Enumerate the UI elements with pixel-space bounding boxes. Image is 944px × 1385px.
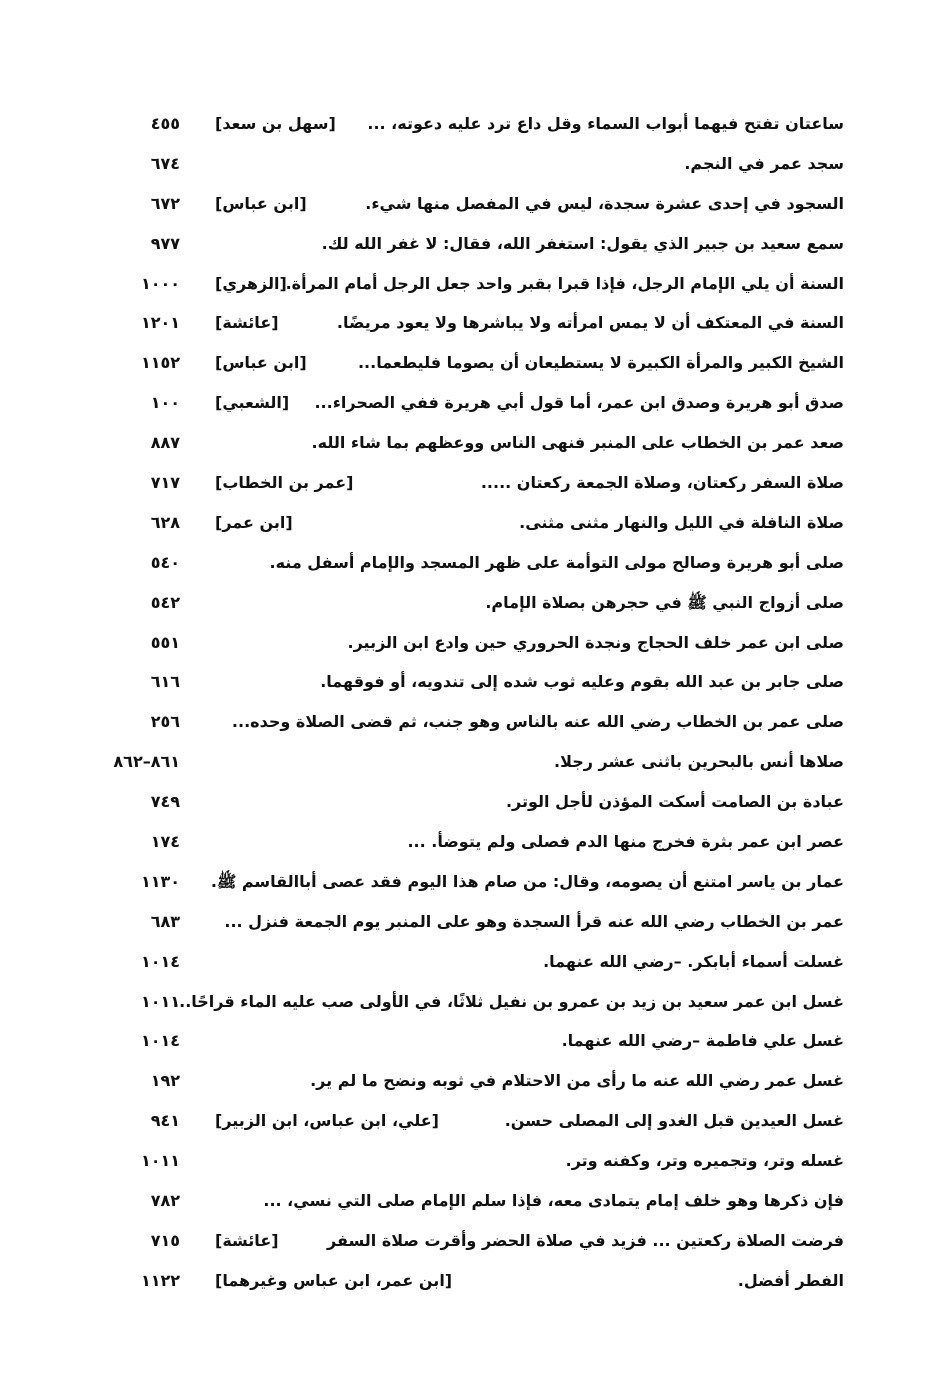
entry-text: عبادة بن الصامت أسكت المؤذن لأجل الوتر. <box>505 792 844 812</box>
index-entry <box>0 389 944 429</box>
index-entry <box>0 1187 944 1227</box>
entry-source: [علي، ابن عباس، ابن الزبير] <box>215 1111 439 1131</box>
entry-page-number: ٦٧٤ <box>150 153 180 173</box>
entry-page-number: ٧١٥ <box>150 1230 180 1250</box>
entry-text: صعد عمر بن الخطاب على المنبر فنهى الناس ووعظهم بما شاء الله. <box>311 433 844 453</box>
entry-source: [ابن عباس] <box>215 353 307 373</box>
entry-page-number: ١٠١١ <box>140 991 180 1011</box>
entry-text: غسل عمر رضي الله عنه ما رأى من الاحتلام في ثوبه ونضح ما لم ير. <box>310 1071 844 1091</box>
entry-text: عصر ابن عمر بثرة فخرج منها الدم فصلى ولم يتوضأ. ... <box>407 832 844 852</box>
entry-page-number: ٦١٦ <box>150 672 180 692</box>
entry-text: غسل علي فاطمة –رضي الله عنهما. <box>561 1031 844 1051</box>
index-entry <box>0 1027 944 1067</box>
entry-text: صلى ابن عمر خلف الحجاج ونجدة الحروري حين وادع ابن الزبير. <box>347 632 844 652</box>
index-entry <box>0 1227 944 1267</box>
entry-source: [عائشة] <box>215 1230 279 1250</box>
entry-source: [الزهري] <box>215 273 287 293</box>
entry-page-number: ٨٨٧ <box>150 433 180 453</box>
entry-page-number: ٨٦١–٨٦٢ <box>113 752 180 772</box>
entry-page-number: ٦٨٣ <box>150 911 180 931</box>
entry-text: غسل العيدين قبل الغدو إلى المصلى حسن. <box>504 1111 844 1131</box>
index-entry <box>0 190 944 230</box>
entry-text: الفطر أفضل. <box>737 1270 844 1290</box>
entry-text: فرضت الصلاة ركعتين ... فزيد في صلاة الحضر وأقرت صلاة السفر <box>327 1230 844 1250</box>
index-entry <box>0 668 944 708</box>
entry-text: السجود في إحدى عشرة سجدة، ليس في المفصل منها شيء. <box>365 193 844 213</box>
index-entry <box>0 708 944 748</box>
entry-source: [الشعبي] <box>215 393 290 413</box>
index-entry <box>0 509 944 549</box>
entry-page-number: ٦٢٨ <box>150 512 180 532</box>
entry-text: صلاة السفر ركعتان، وصلاة الجمعة ركعتان ..... <box>480 473 844 493</box>
entry-text: فإن ذكرها وهو خلف إمام يتمادى معه، فإذا سلم الإمام صلى التي نسي، ... <box>263 1191 844 1211</box>
entry-page-number: ١٠١٤ <box>140 1031 180 1051</box>
entry-text: السنة في المعتكف أن لا يمس امرأته ولا يباشرها ولا يعود مريضًا. <box>336 313 844 333</box>
index-entry <box>0 1067 944 1107</box>
entry-page-number: ٧٤٩ <box>150 792 180 812</box>
entry-text: صلى عمر بن الخطاب رضي الله عنه بالناس وهو جنب، ثم قضى الصلاة وحده... <box>231 712 844 732</box>
index-list <box>0 110 944 1307</box>
entry-page-number: ١١٣٠ <box>140 871 180 891</box>
entry-source: [ابن عباس] <box>215 193 307 213</box>
entry-text: غسله وتر، وتجميره وتر، وكفنه وتر. <box>565 1151 844 1171</box>
entry-source: [سهل بن سعد] <box>215 114 336 133</box>
entry-text: صلى جابر بن عبد الله بقوم وعليه ثوب شده إلى تندويه، أو فوقهما. <box>320 672 844 692</box>
index-entry <box>0 349 944 389</box>
entry-page-number: ٧٨٢ <box>150 1191 180 1211</box>
index-entry <box>0 908 944 948</box>
entry-text: عمر بن الخطاب رضي الله عنه قرأ السجدة وهو على المنبر يوم الجمعة فنزل ... <box>224 911 844 931</box>
entry-page-number: ١٠٠٠ <box>140 273 180 293</box>
index-entry <box>0 748 944 788</box>
index-entry <box>0 549 944 589</box>
entry-page-number: ١١٥٢ <box>140 353 180 373</box>
entry-text: صلى أزواج النبي ﷺ في حجرهن بصلاة الإمام. <box>485 592 844 612</box>
index-entry <box>0 589 944 629</box>
entry-page-number: ١٢٠١ <box>140 313 180 333</box>
entry-source: [ابن عمر] <box>215 512 293 532</box>
entry-text: سمع سعيد بن جبير الذي يقول: استغفر الله، فقال: لا غفر الله لك. <box>321 233 844 253</box>
index-entry <box>0 828 944 868</box>
entry-page-number: ١٠١٤ <box>140 951 180 971</box>
entry-text: صلى أبو هريرة وصالح مولى التوأمة على ظهر المسجد والإمام أسفل منه. <box>269 552 844 572</box>
entry-source: [عمر بن الخطاب] <box>215 473 354 493</box>
entry-text: عمار بن ياسر امتنع أن يصومه، وقال: من صام هذا اليوم فقد عصى أباالقاسم ﷺ. <box>210 871 844 891</box>
entry-page-number: ٢٥٦ <box>150 712 180 732</box>
entry-text: غسل ابن عمر سعيد بن زيد بن عمرو بن نفيل ثلاثًا، في الأولى صب عليه الماء قراحًا... <box>173 991 844 1011</box>
entry-text: ساعتان تفتح فيهما أبواب السماء وقل داع ترد عليه دعوته، ... <box>367 114 844 133</box>
index-entry <box>0 1147 944 1187</box>
index-entry <box>0 948 944 988</box>
index-entry <box>0 230 944 270</box>
entry-text: غسلت أسماء أبابكر. –رضي الله عنهما. <box>543 951 844 971</box>
entry-text: صدق أبو هريرة وصدق ابن عمر، أما قول أبي هريرة ففي الصحراء... <box>314 393 844 413</box>
entry-text: صلاها أنس بالبحرين باثنى عشر رجلا. <box>554 752 844 772</box>
index-entry <box>0 270 944 310</box>
entry-page-number: ١٩٢ <box>150 1071 180 1091</box>
entry-page-number: ٥٤٠ <box>150 552 180 572</box>
entry-page-number: ٥٥١ <box>150 632 180 652</box>
index-entry <box>0 788 944 828</box>
index-entry <box>0 1267 944 1307</box>
entry-page-number: ٥٤٢ <box>150 592 180 612</box>
index-entry <box>0 1107 944 1147</box>
entry-text: صلاة النافلة في الليل والنهار مثنى مثنى. <box>519 512 844 532</box>
entry-page-number: ٦٧٢ <box>150 193 180 213</box>
entry-page-number: ٧١٧ <box>150 473 180 493</box>
entry-page-number: ١١٢٢ <box>140 1270 180 1290</box>
index-entry <box>0 110 944 150</box>
entry-page-number: ١٠٠ <box>150 393 180 413</box>
entry-text: الشيخ الكبير والمرأة الكبيرة لا يستطيعان أن يصوما فليطعما... <box>357 353 844 373</box>
index-entry <box>0 429 944 469</box>
index-entry <box>0 988 944 1028</box>
entry-text: سجد عمر في النجم. <box>684 153 844 173</box>
index-entry <box>0 309 944 349</box>
index-entry <box>0 150 944 190</box>
entry-page-number: ٤٥٥ <box>150 114 180 133</box>
entry-page-number: ٩٤١ <box>150 1111 180 1131</box>
entry-source: [عائشة] <box>215 313 279 333</box>
entry-page-number: ٩٧٧ <box>150 233 180 253</box>
entry-page-number: ١٠١١ <box>140 1151 180 1171</box>
entry-source: [ابن عمر، ابن عباس وغيرهما] <box>215 1270 453 1290</box>
entry-page-number: ١٧٤ <box>150 832 180 852</box>
entry-text: السنة أن يلي الإمام الرجل، فإذا قبرا بقبر واحد جعل الرجل أمام المرأة. <box>285 273 844 293</box>
index-entry <box>0 469 944 509</box>
index-entry <box>0 868 944 908</box>
index-entry <box>0 629 944 669</box>
